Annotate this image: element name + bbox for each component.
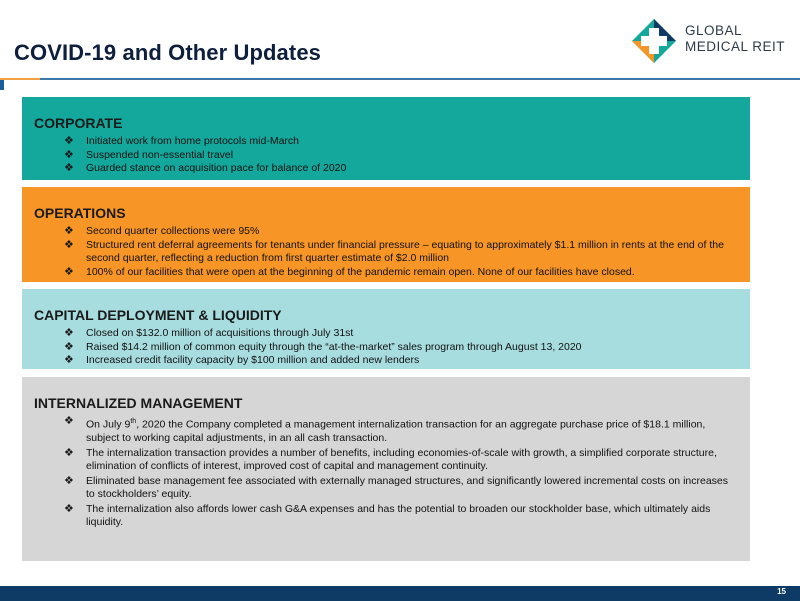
diamond-bullet-icon: ❖ (64, 225, 74, 237)
page-number: 15 (777, 587, 786, 596)
list-item: ❖ Raised $14.2 million of common equity through the “at-the-market” sales program through August 13, 2020 (64, 340, 582, 353)
diamond-bullet-icon: ❖ (64, 502, 74, 515)
diamond-bullet-icon: ❖ (64, 415, 74, 427)
diamond-bullet-icon: ❖ (64, 148, 74, 161)
list-item: ❖ Increased credit facility capacity by $100 million and added new lenders (64, 354, 420, 366)
operations-heading: OPERATIONS (34, 205, 126, 221)
list-item: ❖ 100% of our facilities that were open at the beginning of the pandemic remain open. None of our facilities have closed. (64, 265, 635, 278)
diamond-bullet-icon: ❖ (64, 327, 74, 339)
capital-list (34, 327, 738, 368)
diamond-bullet-icon: ❖ (64, 354, 74, 366)
diamond-bullet-icon: ❖ (64, 340, 74, 353)
title-divider-accent (0, 80, 4, 90)
list-item: ❖ The internalization also affords lower cash G&A expenses and has the potential to broaden our stockholder base, which ultimately aids liquidity. (64, 502, 711, 528)
cross-logo-icon (631, 18, 677, 64)
list-item: ❖ On July 9th, 2020 the Company completed a management internalization transaction for an aggregate purchase price of $18.1 million, subject to working capital adjustments, in an all cash transaction. (64, 415, 706, 444)
capital-heading: CAPITAL DEPLOYMENT & LIQUIDITY (34, 307, 282, 323)
list-item: ❖ Second quarter collections were 95% (64, 225, 260, 237)
operations-panel (22, 187, 750, 282)
diamond-bullet-icon: ❖ (64, 162, 74, 174)
logo-text: GLOBAL MEDICAL REIT (685, 23, 786, 54)
corporate-list (34, 135, 738, 176)
operations-list (34, 225, 738, 279)
corporate-heading: CORPORATE (34, 115, 123, 131)
internalized-panel (22, 377, 750, 561)
diamond-bullet-icon: ❖ (64, 446, 74, 459)
capital-panel (22, 289, 750, 369)
diamond-bullet-icon: ❖ (64, 265, 74, 278)
list-item: ❖ Closed on $132.0 million of acquisitions through July 31st (64, 327, 354, 339)
footer-bar (0, 586, 800, 601)
list-item: ❖ Eliminated base management fee associated with externally managed structures, and significantly lowered incremental costs on increases to stockholders’ equity. (64, 474, 729, 500)
company-logo (631, 16, 791, 66)
page-title: COVID-19 and Other Updates (14, 40, 321, 65)
list-item: ❖ Initiated work from home protocols mid-March (64, 135, 299, 147)
title-divider (0, 78, 800, 80)
list-item: ❖ Guarded stance on acquisition pace for balance of 2020 (64, 162, 347, 174)
diamond-bullet-icon: ❖ (64, 474, 74, 487)
internalized-list (34, 415, 738, 530)
corporate-panel (22, 97, 750, 180)
list-item: ❖ Structured rent deferral agreements for tenants under financial pressure – equating to approximately $1.1 million in rents at the end of the second quarter, reflecting a reduction from first quarter estimate of $2.0 million (64, 238, 724, 264)
diamond-bullet-icon: ❖ (64, 135, 74, 147)
internalized-heading: INTERNALIZED MANAGEMENT (34, 395, 243, 411)
list-item: ❖ The internalization transaction provides a number of benefits, including economies-of-scale with growth, a simplified corporate structure, elimination of conflicts of interest, improved cost of capital and management continuity. (64, 446, 717, 472)
diamond-bullet-icon: ❖ (64, 238, 74, 251)
list-item: ❖ Suspended non-essential travel (64, 148, 234, 161)
